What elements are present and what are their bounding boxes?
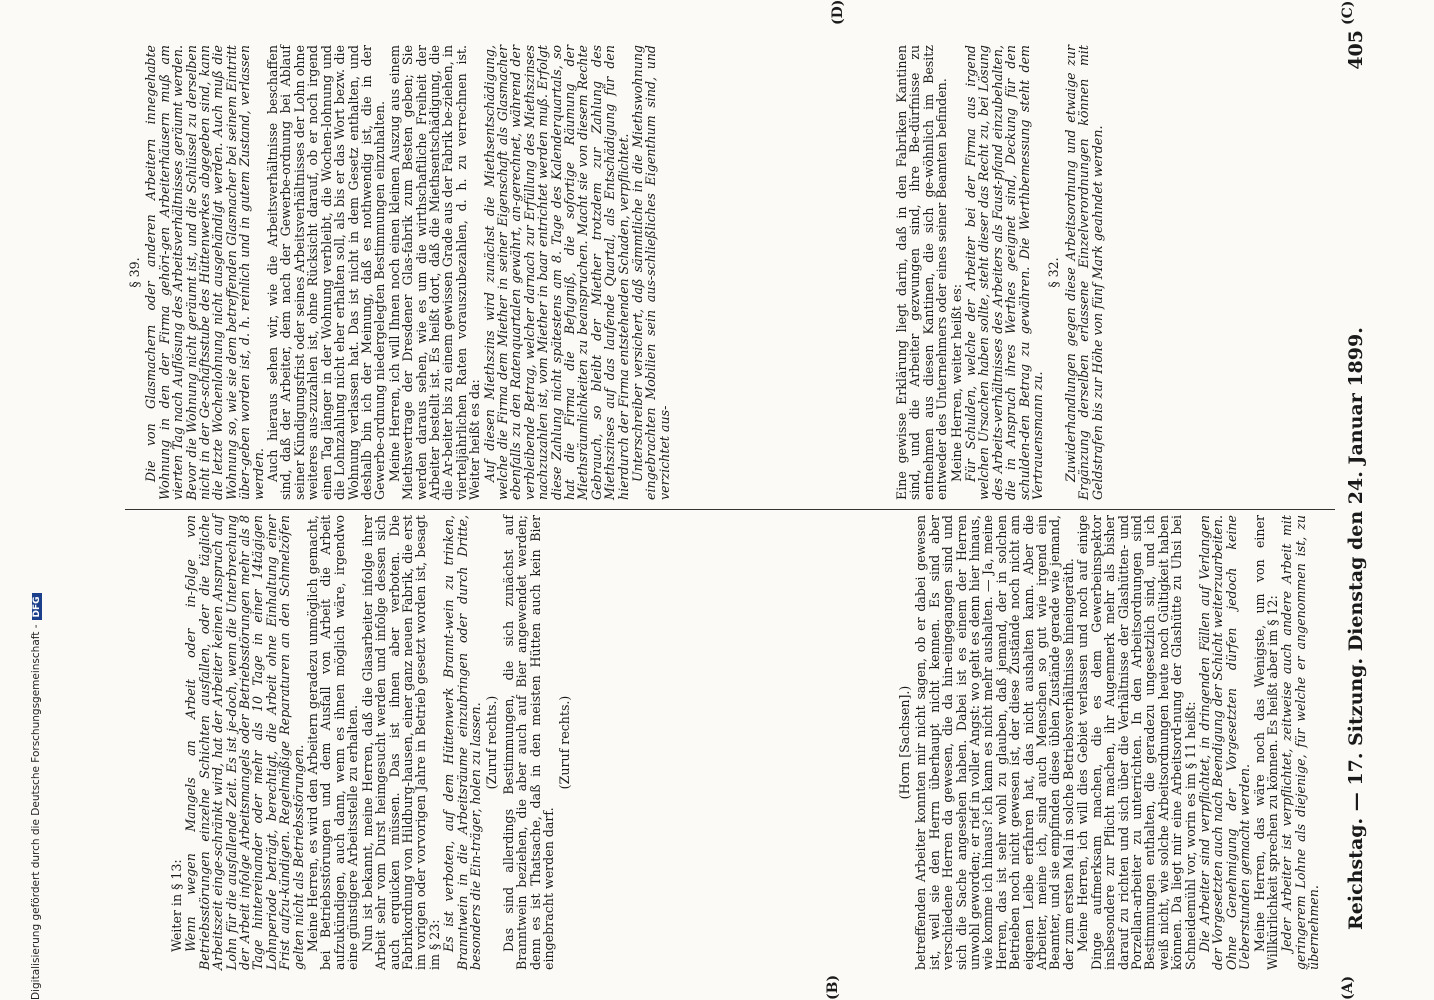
quoted-paragraph: Jeder Arbeiter ist verpflichtet, zeitweise auch andere Arbeit mit geringerem Lohne als diejenige, für welche er angenommen ist, zu übernehmen. — [1279, 515, 1322, 970]
margin-mark-a: (A) — [1340, 975, 1356, 1000]
left-column-upper — [895, 515, 1335, 970]
digitization-credit — [30, 0, 44, 1000]
credit-text: Digitalisierung gefördert durch die Deutsche Forschungsgemeinschaft - — [30, 624, 42, 1000]
paragraph: Meine Herren, das wäre noch das Wenigste, um von einer Willkürlichkeit sprechen zu können. Es heißt aber im § 12: — [1251, 515, 1280, 970]
quoted-paragraph: Es ist verboten, auf dem Hüttenwerk Brannt-wein zu trinken, Branntwein in die Arbeitsräume einzubringen oder durch Dritte, besonders die Ein-träger, holen zu lassen. — [441, 515, 483, 970]
paragraph: betreffenden Arbeiter konnten mir nicht sagen, ob er dabei gewesen ist, weil sie den Herrn überhaupt nicht kennen. Es sind aber verschiedene Herren da gewesen, die da hin-eingegangen sind und sich die Sache angesehen haben. Dabei ist es einem der Herren unwohl geworden; er rief in voller Angst: wo geht es denn hier hinaus, wie komme ich hinaus? ich kann es nicht mehr aushalten. — Ja, meine Herren, das ist sehr wohl zu glauben, daß jemand, der in solchen Betrieben noch nicht gewesen ist, der diese Zustände noch nicht am eigenen Leibe erfahren hat, das nicht aushalten kann. Aber die Arbeiter, meine ich, sind auch Menschen so gut wie irgend ein Beamter, und sie empfinden diese üblen Zustände gerade wie jemand, der zum ersten Mal in solche Betriebsverhältnisse hineingeräth. — [913, 515, 1076, 970]
dfg-logo: DFG — [32, 593, 42, 620]
page-header — [1345, 30, 1375, 930]
section-number: § 39. — [127, 257, 142, 288]
margin-mark-b: (B) — [825, 974, 841, 1000]
section-number: § 32. — [1046, 257, 1062, 288]
quoted-paragraph: Zuwiderhandlungen gegen diese Arbeitsordnung und etwaige zur Ergänzung derselben erlassene Einzelverordnungen können mit Geldstrafen bis zur Höhe von fünf Mark geahndet werden. — [1062, 45, 1105, 500]
paragraph: Meine Herren, ich will Ihnen noch einen kleinen Auszug aus einem Miethsvertrage der Dresdener Glas-fabrik zum Besten geben; Sie werden daraus sehen, wie es um die wirthschaftliche Freiheit der Arbeiter bestellt ist. Es heißt dort, daß die Miethsentschädigung, die die Ar-beiter bis zu einem gewissen Grade aus der Fabrik be-ziehen, in vierteljährlichen Raten vorauszubezahlen, d. h. zu verrechnen ist. Weiter heißt es da: — [386, 45, 483, 500]
quoted-paragraph: Unterschreiber versichert, daß sämmtliche in die Miethswohnung eingebrachten Mobilien sein aus-schließliches Eigenthum sind, und verzichtet aus- — [630, 45, 672, 500]
right-column-upper — [895, 45, 1335, 500]
quoted-paragraph: Für Schulden, welche der Arbeiter bei der Firma aus irgend welchen Ursachen haben sollte, steht dieser das Recht zu, bei Lösung des Arbeits-verhältnisses des Arbeiters als Faust-pfand einzubehalten, die in Anspruch ihres Werthes geeignet sind, Deckung für den schulden-den Betrag zu gewähren. Die Werthbemessung steht dem Vertrauensmann zu. — [963, 45, 1046, 500]
quoted-paragraph: Die von Glasmachern oder anderen Arbeitern innegehabte Wohnung in den der Firma gehöri-gen Arbeiterhäusern muß am vierten Tag nach Auflösung des Arbeitsverhältnisses geräumt werden. Bevor die Wohnung nicht geräumt ist, und die Schlüssel zu derselben nicht in der Ge-schäftsstube des Hüttenwerkes abgegeben sind, kann die letzte Wochenlohnung nicht ausgehändigt werden. Auch muß die Wohnung so, wie sie dem betreffenden Glasmacher bei seinem Eintritt über-geben worden ist, d. h. reinlich und in gutem Zustand, verlassen werden. — [143, 45, 266, 500]
paragraph: Nun ist bekannt, meine Herren, daß die Glasarbeiter infolge ihrer Arbeit sehr vom Durst heimgesucht werden und infolge dessen sich auch erquicken müssen. Das ist ihnen aber verboten. Die Fabrikordnung von Hildburg-hausen, einer ganz neuen Fabrik, die erst im vorigen oder vorvorigen Jahre in Betrieb gesetzt worden ist, besagt im § 23: — [359, 515, 442, 970]
margin-mark-d: (D) — [830, 0, 846, 25]
paragraph: Auch hieraus sehen wir, wie die Arbeitsverhältnisse beschaffen sind, daß der Arbeiter, dem nach der Gewerbe-ordnung bei Ablauf seiner Kündigungsfrist oder seines Arbeitsverhältnisses der Lohn ohne weiteres aus-zuzahlen ist, ohne Rücksicht darauf, ob er noch irgend einen Tag länger in der Wohnung verbleibt, die Wochen-lohnung und die Lohnzahlung nicht eher erhalten soll, als bis er das Wort bezw. die Wohnung verlassen hat. Das ist nicht in dem Gesetz enthalten, und deshalb bin ich der Meinung, daß es nothwendig ist, die in der Gewerbe-ordnung niedergelegten Bestimmungen einzuhalten. — [265, 45, 388, 500]
paragraph: Meine Herren, es wird den Arbeitern geradezu unmöglich gemacht, bei Betriebsstörungen und dem Ausfall von Arbeit die Arbeit aufzukündigen, auch dann, wenn es ihnen möglich wäre, irgendwo eine günstigere Arbeitsstelle zu erhalten. — [305, 515, 361, 970]
interjection: (Zuruf rechts.) — [557, 695, 573, 790]
paragraph: Meine Herren, weiter heißt es: — [948, 283, 964, 482]
margin-mark-c: (C) — [1340, 0, 1356, 25]
interjection: (Zuruf rechts.) — [484, 695, 500, 790]
speaker-label: (Horn [Sachsen].) — [897, 685, 912, 800]
header-title: Reichstag. — 17. Sitzung. Dienstag den 24. Januar 1899. — [1345, 327, 1367, 930]
paragraph: Meine Herren, ich will dies Gebiet verlassen und noch auf einige Dinge aufmerksam machen, die es dem Gewerbeinspektor insbesondere zur Pflicht machen, ihr Augenmerk mehr als bisher darauf zu richten und sich über die Verhältnisse der Glashütten- und Porzellan-arbeiter zu unterrichten. In den Arbeitsordnungen sind Bestimmungen enthalten, die geradezu ungesetzlich sind, und ich weiß nicht, wie solche Arbeitsordnungen heute noch Gültigkeit haben können. Da liegt mir eine Arbeitsord-nung der Glashütte zu Uhsi bei Schneidemühl vor, worin es im § 11 heißt: — [1075, 515, 1198, 970]
page-number: 405 — [1345, 30, 1367, 70]
paragraph: Das sind allerdings Bestimmungen, die sich zunächst auf Branntwein beziehen, die aber auch auf Bier angewendet werden; denn es ist Thatsache, daß in den meisten Hütten auch kein Bier eingebracht werden darf. — [500, 515, 556, 970]
quoted-paragraph: Auf diesen Miethszins wird zunächst die Miethsentschädigung, welche die Firma dem Miether in seiner Eigenschaft als Glasmacher ebenfalls zu den Ratenquartalen gewährt, an-gerechnet, während der verbleibende Betrag, welcher darnach zur Erfüllung des Miethszinses nachzuzahlen ist, vom Miether in baar entrichtet werden muß. Erfolgt diese Zahlung nicht spätestens am 8. Tage des Kalenderquartals, so hat die Firma die Befugniß, die sofortige Räumung der Miethsräumlichkeiten zu beanspruchen. Macht sie von diesem Rechte Gebrauch, so bleibt der Miether trotzdem zur Zahlung des Miethszinses auf das laufende Quartal, als Entschädigung für den hierdurch der Firma entstehenden Schaden, verpflichtet. — [481, 45, 631, 500]
paragraph: Weiter in § 13: — [169, 859, 184, 952]
paragraph: Eine gewisse Erklärung liegt darin, daß in den Fabriken Kantinen sind, und die Arbeiter gezwungen sind, ihre Be-dürfnisse zu entnehmen aus diesen Kantinen, die sich ge-wöhnlich im Besitz entweder des Unternehmers oder eines seiner Beamten befinden. — [894, 45, 950, 500]
column-divider — [125, 509, 1335, 510]
left-column-lower — [169, 515, 573, 970]
right-column-lower — [125, 45, 865, 500]
quoted-paragraph: Die Arbeiter sind verpflichtet, in dringenden Fällen auf Verlangen der Vorgesetzten auch nach Beendigung der Schicht weiterzuarbeiten. Ohne Genehmigung der Vorgesetzten dürfen jedoch keine Ueberstunden gemacht werden. — [1196, 515, 1253, 970]
quoted-paragraph: Wenn wegen Mangels an Arbeit oder in-folge von Betriebsstörungen einzelne Schichten ausfallen, oder die tägliche Arbeitszeit einge-schränkt wird, hat der Arbeiter keinen Anspruch auf Lohn für die ausfallende Zeit. Es ist je-doch, wenn die Unterbrechung der Arbeit infolge Arbeitsmangels oder Betriebsstörungen mehr als 8 Tage hintereinander oder mehr als 10 Tage in einer 14tägigen Lohnperiode beträgt, berechtigt, die Arbeit ohne Einhaltung einer Frist aufzu-kündigen. Regelmäßige Reparaturen an den Schmelzöfen gelten nicht als Betriebsstörungen. — [183, 515, 306, 970]
